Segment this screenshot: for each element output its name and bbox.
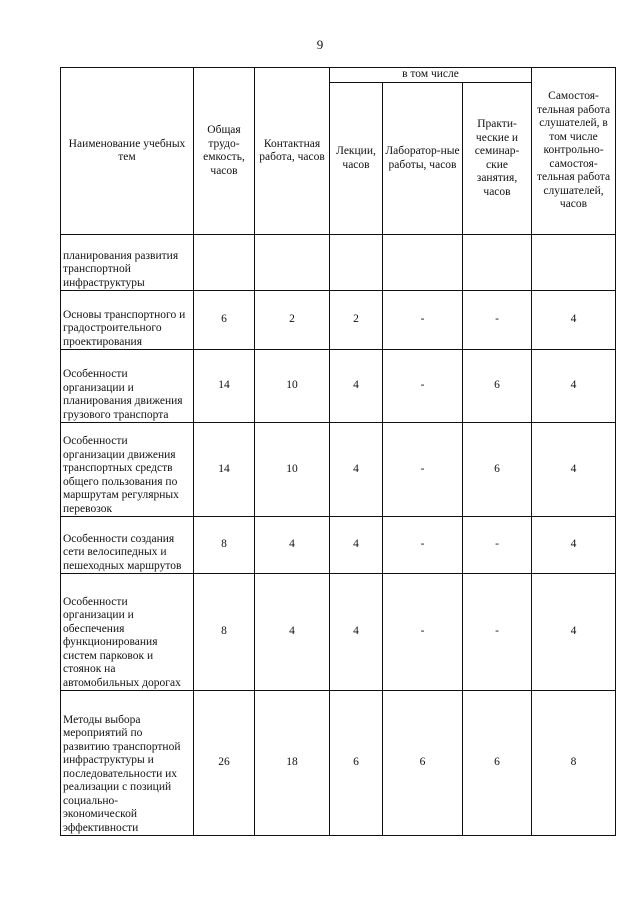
total-hours-cell: 8 xyxy=(194,517,255,574)
lecture-hours-cell: 6 xyxy=(330,691,383,836)
header-lecture-hours: Лекции, часов xyxy=(330,83,383,235)
practical-hours-cell xyxy=(463,235,532,291)
total-hours-cell: 26 xyxy=(194,691,255,836)
table-row xyxy=(61,691,616,836)
total-hours-cell: 6 xyxy=(194,291,255,350)
contact-hours-cell: 4 xyxy=(255,574,330,691)
topic-cell: Основы транспортного и градостроительного проектирования xyxy=(61,291,194,350)
self-study-hours-cell xyxy=(532,235,616,291)
contact-hours-cell: 18 xyxy=(255,691,330,836)
table-body xyxy=(61,235,616,836)
contact-hours-cell: 10 xyxy=(255,350,330,423)
lab-hours-cell: - xyxy=(383,291,463,350)
practical-hours-cell: - xyxy=(463,517,532,574)
table-row xyxy=(61,235,616,291)
topic-cell: Особенности организации движения транспортных средств общего пользования по маршрутам регулярных перевозок xyxy=(61,423,194,517)
self-study-hours-cell: 4 xyxy=(532,350,616,423)
lecture-hours-cell xyxy=(330,235,383,291)
topic-cell: Методы выбора мероприятий по развитию транспортной инфраструктуры и последовательности их реализации с позиций социально-экономической эффективности xyxy=(61,691,194,836)
lab-hours-cell: - xyxy=(383,423,463,517)
table-row xyxy=(61,423,616,517)
table-row xyxy=(61,291,616,350)
contact-hours-cell: 10 xyxy=(255,423,330,517)
lecture-hours-cell: 4 xyxy=(330,350,383,423)
practical-hours-cell: 6 xyxy=(463,691,532,836)
self-study-hours-cell: 8 xyxy=(532,691,616,836)
practical-hours-cell: 6 xyxy=(463,350,532,423)
lab-hours-cell: 6 xyxy=(383,691,463,836)
table-header xyxy=(61,68,616,235)
contact-hours-cell xyxy=(255,235,330,291)
header-contact-hours: Контактная работа, часов xyxy=(255,68,330,235)
header-self-study-hours: Самостоя-тельная работа слушателей, в том числе контрольно-самостоя-тельная работа слушателей, часов xyxy=(532,68,616,235)
topic-cell: Особенности создания сети велосипедных и пешеходных маршрутов xyxy=(61,517,194,574)
self-study-hours-cell: 4 xyxy=(532,517,616,574)
lab-hours-cell: - xyxy=(383,350,463,423)
header-topic-name: Наименование учебных тем xyxy=(61,68,194,235)
table-row xyxy=(61,350,616,423)
total-hours-cell xyxy=(194,235,255,291)
lecture-hours-cell: 2 xyxy=(330,291,383,350)
contact-hours-cell: 4 xyxy=(255,517,330,574)
header-practical-hours: Практи-ческие и семинар-ские занятия, часов xyxy=(463,83,532,235)
topic-cell: Особенности организации и обеспечения функционирования систем парковок и стоянок на автомобильных дорогах xyxy=(61,574,194,691)
self-study-hours-cell: 4 xyxy=(532,423,616,517)
total-hours-cell: 14 xyxy=(194,350,255,423)
self-study-hours-cell: 4 xyxy=(532,574,616,691)
lab-hours-cell: - xyxy=(383,574,463,691)
curriculum-table xyxy=(60,67,616,836)
header-including: в том числе xyxy=(330,68,532,83)
page-number: 9 xyxy=(316,37,324,52)
practical-hours-cell: - xyxy=(463,291,532,350)
header-lab-hours: Лаборатор-ные работы, часов xyxy=(383,83,463,235)
contact-hours-cell: 2 xyxy=(255,291,330,350)
lab-hours-cell: - xyxy=(383,517,463,574)
lecture-hours-cell: 4 xyxy=(330,423,383,517)
table-row xyxy=(61,574,616,691)
practical-hours-cell: - xyxy=(463,574,532,691)
lecture-hours-cell: 4 xyxy=(330,574,383,691)
topic-cell: Особенности организации и планирования движения грузового транспорта xyxy=(61,350,194,423)
topic-cell: планирования развития транспортной инфраструктуры xyxy=(61,235,194,291)
lab-hours-cell xyxy=(383,235,463,291)
header-total-hours: Общая трудо-емкость, часов xyxy=(194,68,255,235)
total-hours-cell: 8 xyxy=(194,574,255,691)
practical-hours-cell: 6 xyxy=(463,423,532,517)
lecture-hours-cell: 4 xyxy=(330,517,383,574)
total-hours-cell: 14 xyxy=(194,423,255,517)
self-study-hours-cell: 4 xyxy=(532,291,616,350)
table-row xyxy=(61,517,616,574)
